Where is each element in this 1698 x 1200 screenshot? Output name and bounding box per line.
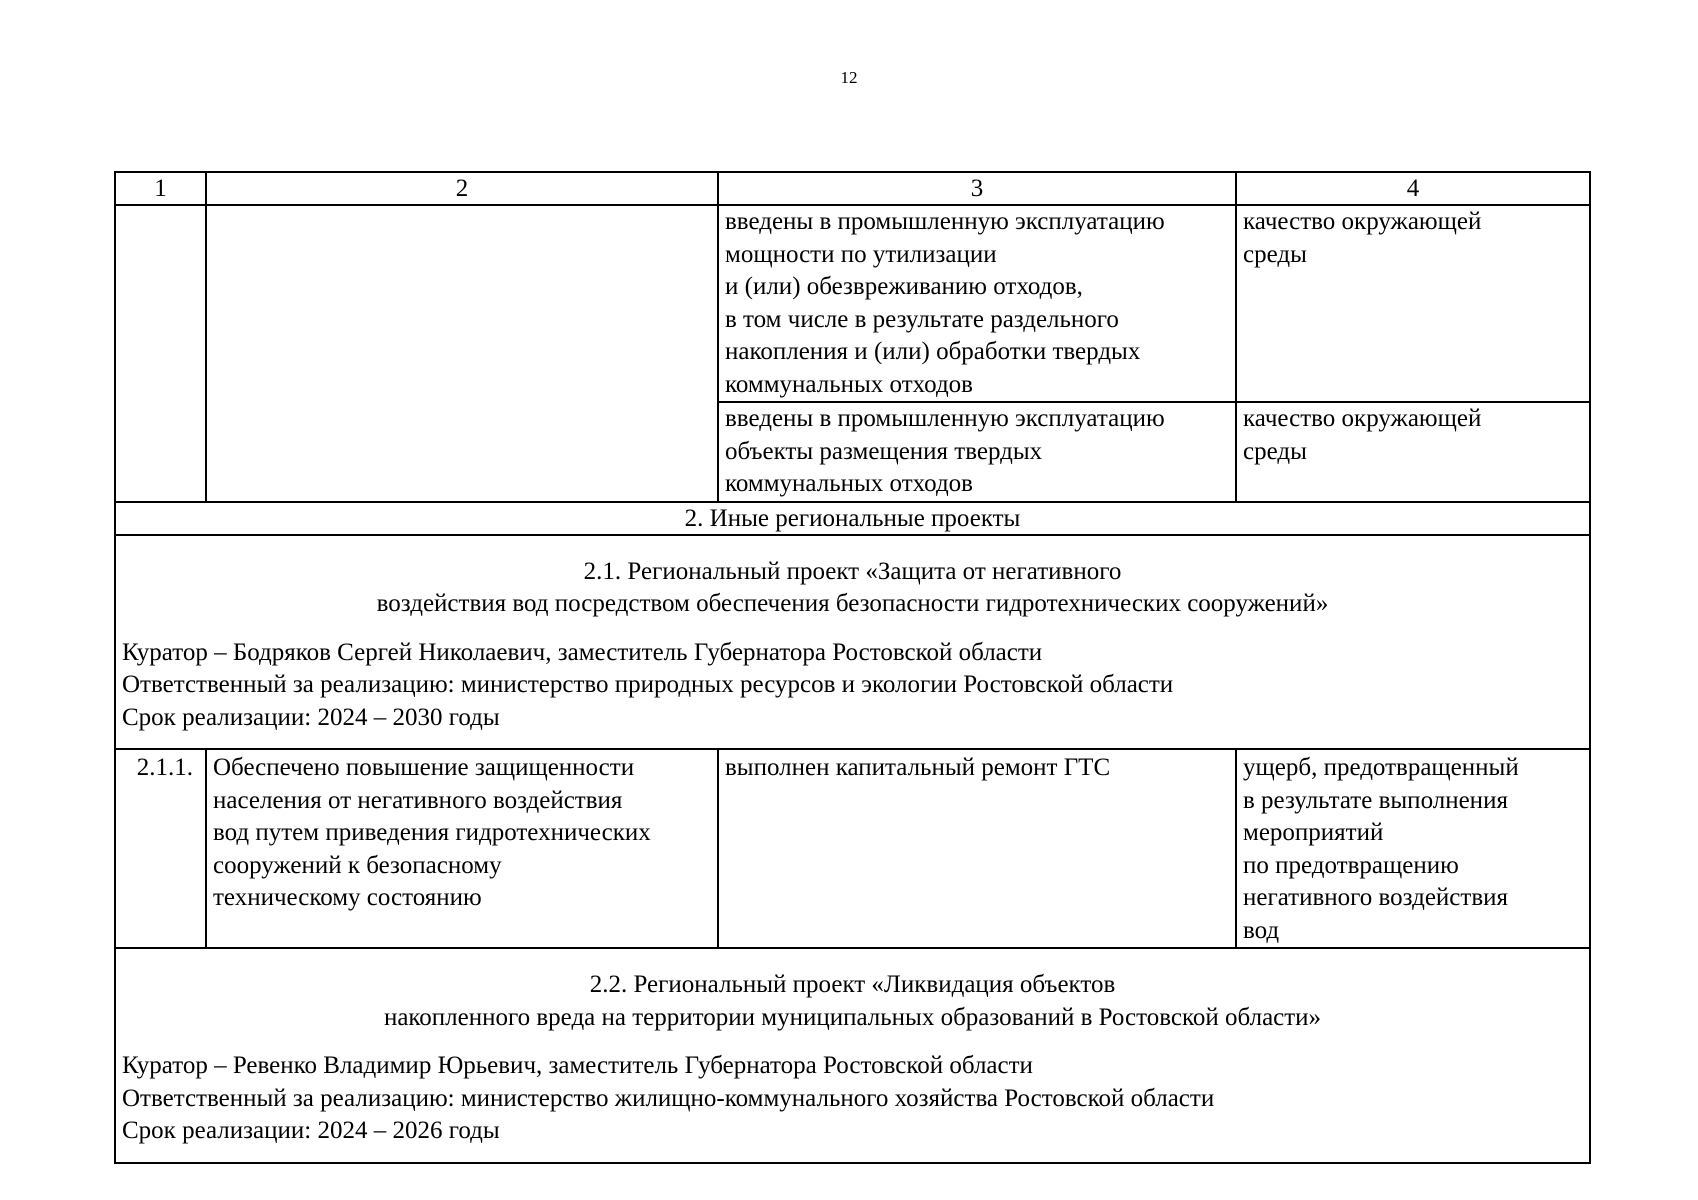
column-number-4: 4 xyxy=(1236,172,1590,205)
project-curator: Куратор – Бодряков Сергей Николаевич, заместитель Губернатора Ростовской области xyxy=(122,638,1043,666)
task-number: 2.1.1. xyxy=(115,749,206,948)
section-title: 2. Иные региональные проекты xyxy=(115,502,1590,535)
table-row xyxy=(115,749,1590,948)
project-responsible: Ответственный за реализацию: министерство жилищно-коммунального хозяйства Ростовской области xyxy=(122,1084,1215,1112)
result-cell: введены в промышленную эксплуатацию мощности по утилизации и (или) обезвреживанию отходов, в том числе в результате раздельного накопления и (или) обработки твердых коммунальных отходов xyxy=(718,205,1236,402)
column-number-2: 2 xyxy=(206,172,718,205)
project-header-cell xyxy=(115,535,1590,750)
column-number-3: 3 xyxy=(718,172,1236,205)
projects-table xyxy=(114,171,1591,1164)
project-meta xyxy=(122,1050,1583,1148)
table-row xyxy=(115,205,1590,402)
project-curator: Куратор – Ревенко Владимир Юрьевич, заместитель Губернатора Ростовской области xyxy=(122,1052,1033,1079)
indicator-cell: качество окружающей среды xyxy=(1236,205,1590,402)
project-period: Срок реализации: 2024 – 2026 годы xyxy=(122,1117,500,1144)
project-period: Срок реализации: 2024 – 2030 годы xyxy=(122,703,500,731)
project-responsible: Ответственный за реализацию: министерство природных ресурсов и экологии Ростовской области xyxy=(122,671,1174,698)
column-number-1: 1 xyxy=(115,172,206,205)
indicator-cell: ущерб, предотвращенный в результате выполнения мероприятий по предотвращению негативного воздействия вод xyxy=(1236,749,1590,948)
task-cell: Обеспечено повышение защищенности населения от негативного воздействия вод путем приведения гидротехнических сооружений к безопасному техническому состоянию xyxy=(206,749,718,948)
section-title-row xyxy=(115,502,1590,535)
column-number-row xyxy=(115,172,1590,205)
project-title: 2.2. Региональный проект «Ликвидация объектов накопленного вреда на территории муниципальных образований в Ростовской области» xyxy=(383,971,1322,1031)
page-number: 12 xyxy=(840,68,858,87)
project-header-row xyxy=(115,535,1590,750)
empty-task-cell xyxy=(206,205,718,502)
project-header-cell xyxy=(115,948,1590,1163)
project-title: 2.1. Региональный проект «Защита от негативного воздействия вод посредством обеспечения безопасности гидротехнических сооружений» xyxy=(376,557,1329,617)
result-cell: введены в промышленную эксплуатацию объекты размещения твердых коммунальных отходов xyxy=(718,402,1236,502)
project-meta xyxy=(122,637,1583,735)
project-header-row xyxy=(115,948,1590,1163)
result-cell: выполнен капитальный ремонт ГТС xyxy=(718,749,1236,948)
indicator-cell: качество окружающей среды xyxy=(1236,402,1590,502)
empty-number-cell xyxy=(115,205,206,502)
